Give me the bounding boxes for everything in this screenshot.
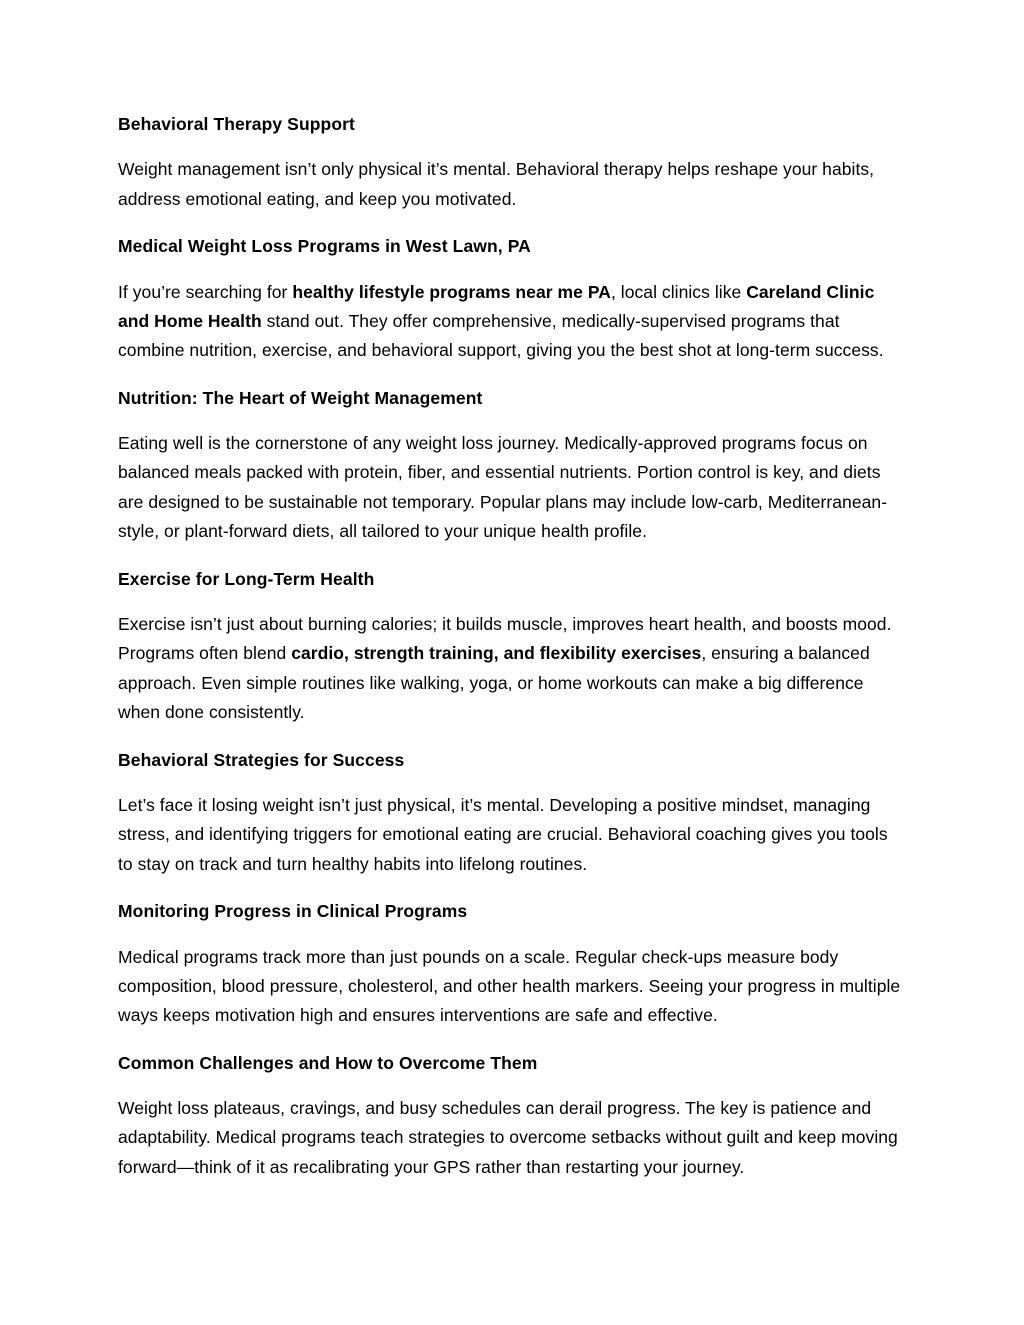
body-text: stand out. They offer comprehensive, medically-supervised programs that combine nutrition, exercise, and behavioral support, giving you the best shot at long-term success. <box>118 310 884 361</box>
heading-nutrition: Nutrition: The Heart of Weight Management <box>118 387 483 408</box>
block-heading-behavioral-therapy-support <box>118 112 906 137</box>
block-heading-exercise <box>118 567 906 592</box>
paragraph-monitoring-progress <box>118 943 906 1031</box>
block-paragraph-exercise <box>118 610 906 728</box>
body-text: , ensuring a balanced approach. Even simple routines like walking, yoga, or home workouts can make a big difference when done consistently. <box>118 643 870 723</box>
paragraph-exercise <box>118 610 906 728</box>
body-text: Medical programs track more than just pounds on a scale. Regular check-ups measure body composition, blood pressure, cholesterol, and other health markers. Seeing your progress in multiple ways keeps motivation high and ensures interventions are safe and effective. <box>118 946 901 1026</box>
body-text: Eating well is the cornerstone of any weight loss journey. Medically-approved programs focus on balanced meals packed with protein, fiber, and essential nutrients. Portion control is key, and diets are designed to be sustainable not temporary. Popular plans may include low-carb, Mediterranean-style, or plant-forward diets, all tailored to your unique health profile. <box>118 433 888 542</box>
document-body <box>118 112 906 1182</box>
paragraph-common-challenges <box>118 1094 906 1182</box>
block-heading-nutrition <box>118 386 906 411</box>
block-paragraph-medical-weight-loss-programs <box>118 278 906 366</box>
paragraph-medical-weight-loss-programs <box>118 278 906 366</box>
block-paragraph-behavioral-strategies <box>118 791 906 879</box>
body-text: Let’s face it losing weight isn’t just physical, it’s mental. Developing a positive mindset, managing stress, and identifying triggers for emotional eating are crucial. Behavioral coaching gives you tools to stay on track and turn healthy habits into lifelong routines. <box>118 794 888 874</box>
block-paragraph-common-challenges <box>118 1094 906 1182</box>
block-heading-medical-weight-loss-programs <box>118 234 906 259</box>
heading-exercise: Exercise for Long-Term Health <box>118 568 375 589</box>
block-paragraph-behavioral-therapy-support <box>118 155 906 214</box>
body-text: Weight management isn’t only physical it’s mental. Behavioral therapy helps reshape your habits, address emotional eating, and keep you motivated. <box>118 159 875 209</box>
emphasis-text: cardio, strength training, and flexibility exercises <box>291 643 702 664</box>
emphasis-text: healthy lifestyle programs near me PA <box>292 281 611 302</box>
heading-behavioral-therapy-support: Behavioral Therapy Support <box>118 114 355 134</box>
heading-monitoring-progress: Monitoring Progress in Clinical Programs <box>118 901 468 922</box>
paragraph-behavioral-strategies <box>118 791 906 879</box>
heading-behavioral-strategies: Behavioral Strategies for Success <box>118 749 405 770</box>
block-heading-common-challenges <box>118 1051 906 1076</box>
block-paragraph-monitoring-progress <box>118 943 906 1031</box>
heading-common-challenges: Common Challenges and How to Overcome Them <box>118 1052 538 1073</box>
paragraph-nutrition <box>118 429 906 547</box>
emphasis-text: Careland Clinic and Home Health <box>118 281 875 331</box>
body-text: If you’re searching for <box>118 281 293 302</box>
heading-medical-weight-loss-programs: Medical Weight Loss Programs in West Lawn, PA <box>118 236 531 257</box>
block-heading-monitoring-progress <box>118 899 906 924</box>
body-text: Weight loss plateaus, cravings, and busy schedules can derail progress. The key is patience and adaptability. Medical programs teach strategies to overcome setbacks without guilt and keep moving forward—think of it as recalibrating your GPS rather than restarting your journey. <box>118 1098 898 1177</box>
paragraph-behavioral-therapy-support <box>118 155 906 214</box>
block-paragraph-nutrition <box>118 429 906 547</box>
body-text: Exercise isn’t just about burning calories; it builds muscle, improves heart health, and boosts mood. Programs often blend <box>118 614 892 664</box>
block-heading-behavioral-strategies <box>118 748 906 773</box>
body-text: , local clinics like <box>610 281 747 302</box>
